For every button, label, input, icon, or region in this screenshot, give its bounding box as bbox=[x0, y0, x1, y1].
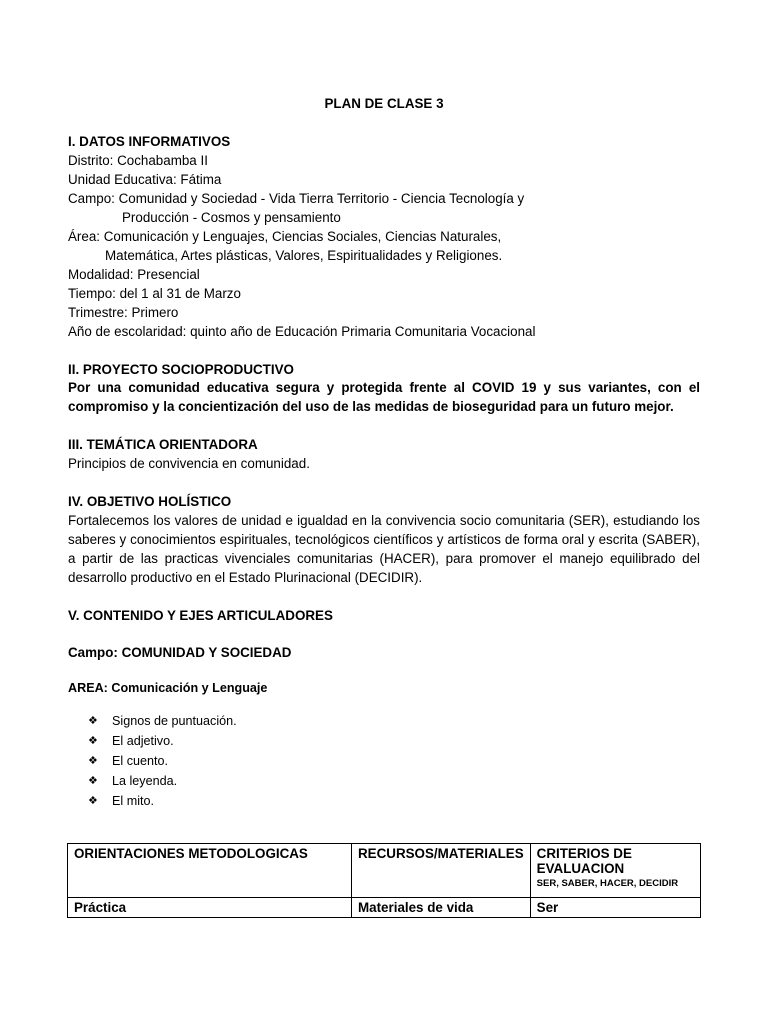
section-1-heading: I. DATOS INFORMATIVOS bbox=[68, 134, 231, 149]
header-orientaciones: ORIENTACIONES METODOLOGICAS bbox=[68, 844, 352, 898]
methodology-table bbox=[67, 843, 701, 918]
modalidad-line: Modalidad: Presencial bbox=[68, 267, 200, 282]
cell-practica: Práctica bbox=[68, 898, 352, 918]
diamond-bullet-icon: ❖ bbox=[88, 755, 98, 767]
criterios-sub: SER, SABER, HACER, DECIDIR bbox=[536, 878, 679, 889]
header-criterios bbox=[530, 844, 700, 898]
cell-materiales: Materiales de vida bbox=[352, 898, 531, 918]
page-title: PLAN DE CLASE 3 bbox=[324, 96, 444, 111]
section-2-heading: II. PROYECTO SOCIOPRODUCTIVO bbox=[68, 362, 294, 377]
section-5-heading: V. CONTENIDO Y EJES ARTICULADORES bbox=[68, 608, 333, 623]
diamond-bullet-icon: ❖ bbox=[88, 775, 98, 787]
campo-line-1: Campo: Comunidad y Sociedad - Vida Tierra Territorio - Ciencia Tecnología y bbox=[68, 191, 525, 206]
content-list bbox=[88, 711, 237, 811]
anio-line: Año de escolaridad: quinto año de Educación Primaria Comunitaria Vocacional bbox=[68, 324, 536, 339]
section-3-heading: III. TEMÁTICA ORIENTADORA bbox=[68, 437, 258, 452]
tematica-text: Principios de convivencia en comunidad. bbox=[68, 456, 310, 471]
area-heading: AREA: Comunicación y Lenguaje bbox=[68, 681, 268, 695]
trimestre-line: Trimestre: Primero bbox=[68, 305, 179, 320]
header-recursos: RECURSOS/MATERIALES bbox=[352, 844, 531, 898]
list-item: ❖ El adjetivo. bbox=[88, 731, 237, 751]
list-item: ❖ Signos de puntuación. bbox=[88, 711, 237, 731]
unidad-line: Unidad Educativa: Fátima bbox=[68, 172, 222, 187]
cell-ser: Ser bbox=[530, 898, 700, 918]
proyecto-text: Por una comunidad educativa segura y protegida frente al COVID 19 y sus variantes, con el compromiso y la concientización del uso de las medidas de bioseguridad para un futuro mejor. bbox=[68, 380, 700, 414]
diamond-bullet-icon: ❖ bbox=[88, 735, 98, 747]
campo-line-2: Producción - Cosmos y pensamiento bbox=[122, 210, 341, 225]
table-header-row bbox=[68, 844, 701, 898]
list-item: ❖ La leyenda. bbox=[88, 771, 237, 791]
list-item: ❖ El mito. bbox=[88, 791, 237, 811]
diamond-bullet-icon: ❖ bbox=[88, 715, 98, 727]
section-4-heading: IV. OBJETIVO HOLÍSTICO bbox=[68, 494, 232, 509]
area-line-1: Área: Comunicación y Lenguajes, Ciencias Sociales, Ciencias Naturales, bbox=[68, 229, 502, 244]
distrito-line: Distrito: Cochabamba II bbox=[68, 153, 208, 168]
table-row bbox=[68, 898, 701, 918]
list-item: ❖ El cuento. bbox=[88, 751, 237, 771]
objetivo-text: Fortalecemos los valores de unidad e igualdad en la convivencia socio comunitaria (SER), estudiando los saberes y conocimientos espirituales, tecnológicos científicos y artísticos de forma oral y escrita (SABER), a partir de las practicas vivenciales comunitarias (HACER), para promover el manejo equilibrado del desarrollo productivo en el Estado Plurinacional (DECIDIR). bbox=[68, 513, 700, 585]
area-line-2: Matemática, Artes plásticas, Valores, Espiritualidades y Religiones. bbox=[105, 248, 503, 263]
diamond-bullet-icon: ❖ bbox=[88, 795, 98, 807]
tiempo-line: Tiempo: del 1 al 31 de Marzo bbox=[68, 286, 241, 301]
campo-heading: Campo: COMUNIDAD Y SOCIEDAD bbox=[68, 645, 292, 660]
criterios-label: CRITERIOS DE EVALUACION bbox=[536, 846, 632, 876]
